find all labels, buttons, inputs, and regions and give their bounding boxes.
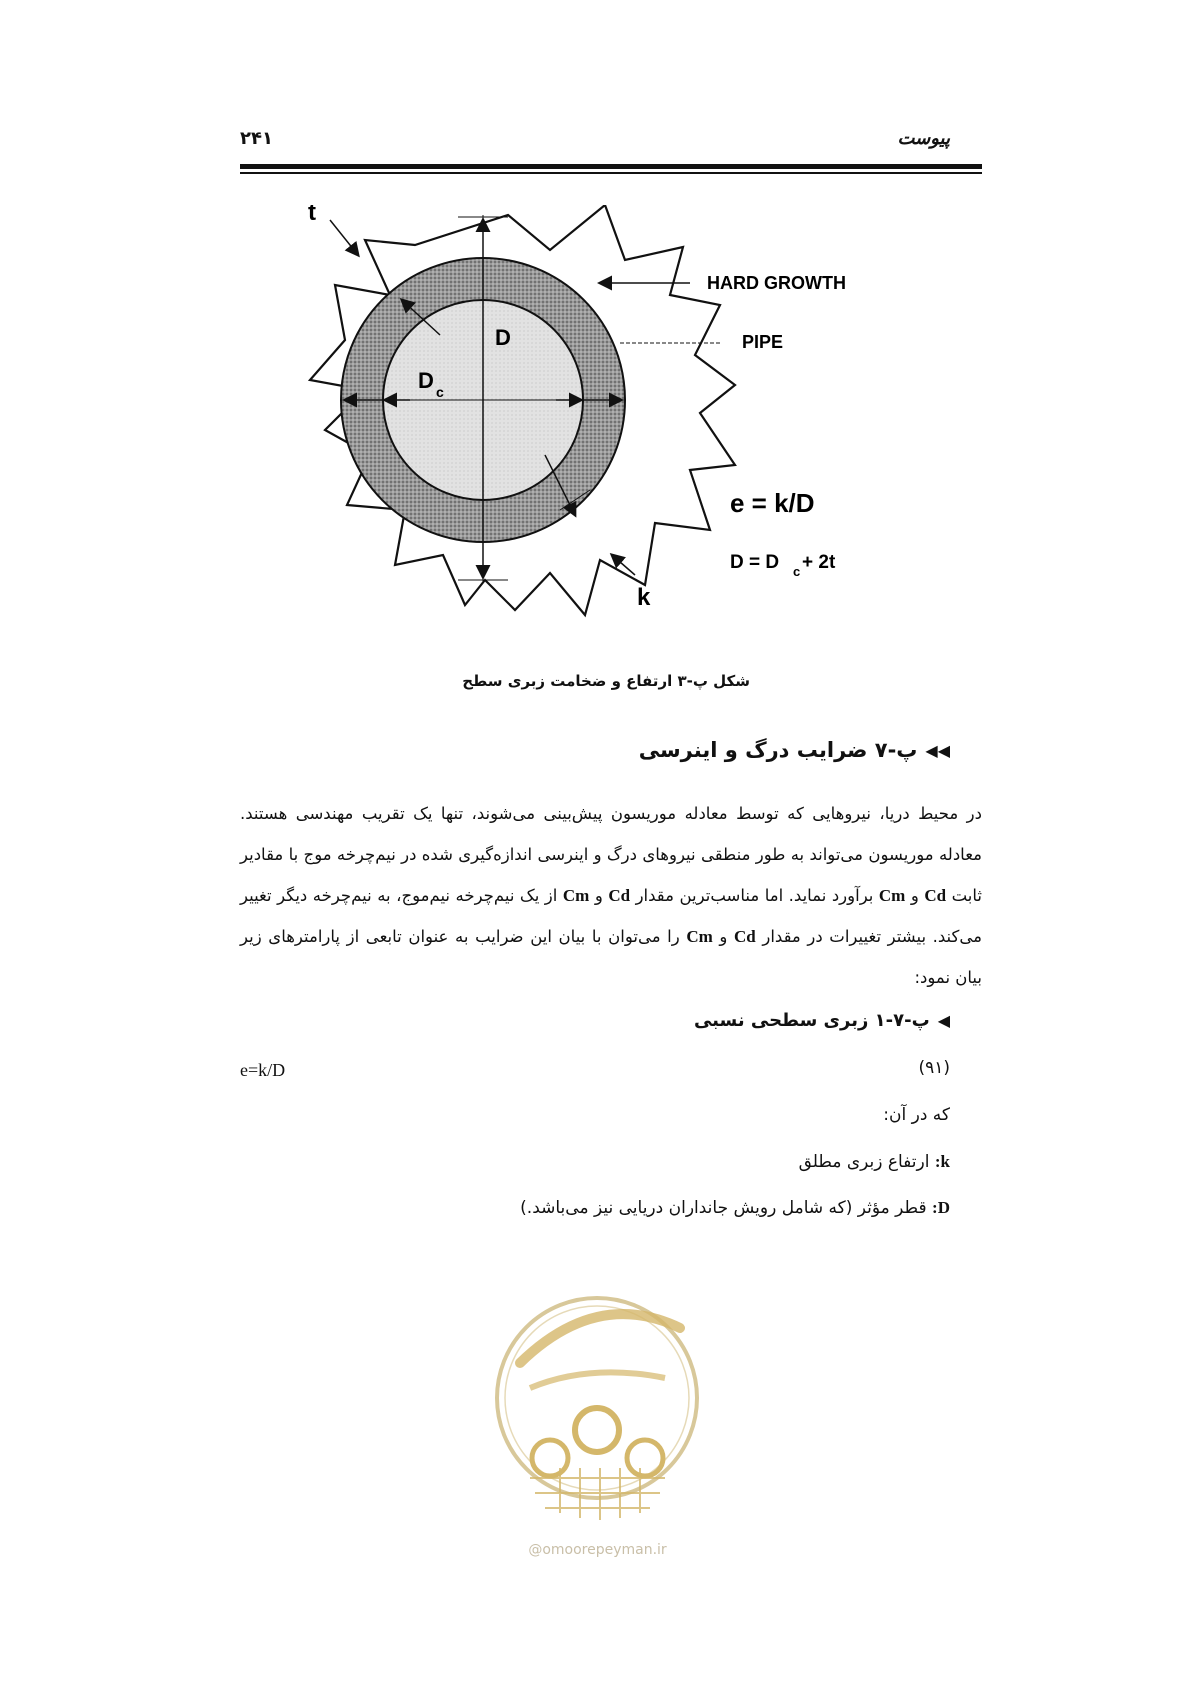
conjunction: و — [719, 927, 728, 946]
watermark-url: @omoorepeyman.ir — [528, 1542, 667, 1558]
definition-D-symbol: D: — [932, 1198, 950, 1217]
symbol-cd: Cd — [734, 927, 756, 946]
definition-D-text: قطر مؤثر (که شامل رویش جانداران دریایی نیز می‌باشد.) — [520, 1198, 927, 1218]
paragraph-part-1: در محیط دریا، نیروهایی که توسط معادله موریسون پیش‌بینی می‌شوند، تنها یک تقریب مهندسی هستند. معادله موریسون می‌تواند به طور منطقی نیروهای درگ و اینرسی اندازه‌گیری شده در نیم‌چرخه موج با مقادیر ثابت — [240, 804, 983, 905]
definitions-intro: که در آن: — [883, 1105, 950, 1125]
figure-caption: شکل پ-۳ ارتفاع و ضخامت زبری سطح — [462, 672, 750, 690]
label-t: t — [308, 205, 316, 226]
subsection-heading — [694, 1010, 950, 1031]
page-number: ۲۴۱ — [240, 128, 273, 149]
label-hard-growth: HARD GROWTH — [707, 273, 846, 293]
label-D: D — [495, 325, 511, 350]
subsection-title: پ-۷-۱ زبری سطحی نسبی — [693, 1010, 930, 1031]
equation-e: e = k/D — [730, 488, 815, 518]
section-title: پ-۷ ضرایب درگ و اینرسی — [638, 738, 918, 762]
section-heading — [639, 738, 950, 762]
symbol-cm: Cm — [562, 886, 590, 905]
definition-k-symbol: k: — [934, 1152, 950, 1171]
paragraph-part-4: را می‌توان با بیان این ضرایب به عنوان تابعی از پارامترهای زیر بیان نمود: — [240, 927, 982, 987]
body-paragraph — [240, 793, 982, 998]
watermark-stamp — [490, 1268, 705, 1558]
label-pipe: PIPE — [742, 332, 784, 352]
definition-D — [520, 1198, 950, 1218]
paragraph-part-3: از یک نیم‌چرخه نیم‌موج، به نیم‌چرخه دیگر تغییر می‌کند. بیشتر تغییرات در مقدار — [240, 886, 982, 946]
equation-D-b: + 2t — [802, 552, 836, 573]
label-Dc-sub: c — [436, 384, 444, 400]
arrow-icon: ◀ — [937, 1011, 950, 1030]
equation-formula: e=k/D — [240, 1060, 286, 1080]
paragraph-part-2: برآورد نماید. اما مناسب‌ترین مقدار — [635, 886, 874, 905]
double-arrow-icon: ◀◀ — [925, 740, 950, 760]
equation-D-a: D = D — [730, 552, 780, 573]
equation-number: (۹۱) — [918, 1058, 950, 1078]
roughness-diagram — [290, 205, 930, 670]
label-Dc: D — [418, 368, 434, 393]
symbol-cm: Cm — [686, 927, 713, 946]
symbol-cm: Cm — [878, 886, 906, 905]
definition-k — [799, 1152, 950, 1172]
header-rule-thin — [240, 172, 982, 174]
symbol-cd: Cd — [924, 886, 947, 905]
symbol-cd: Cd — [608, 886, 631, 905]
conjunction: و — [594, 886, 603, 905]
running-header-title: پیوست — [897, 128, 950, 149]
equation-D-sub: c — [793, 564, 801, 579]
conjunction: و — [910, 886, 919, 905]
header-rule-thick — [240, 164, 982, 169]
definition-k-text: ارتفاع زبری مطلق — [798, 1152, 930, 1172]
label-k: k — [637, 584, 651, 611]
